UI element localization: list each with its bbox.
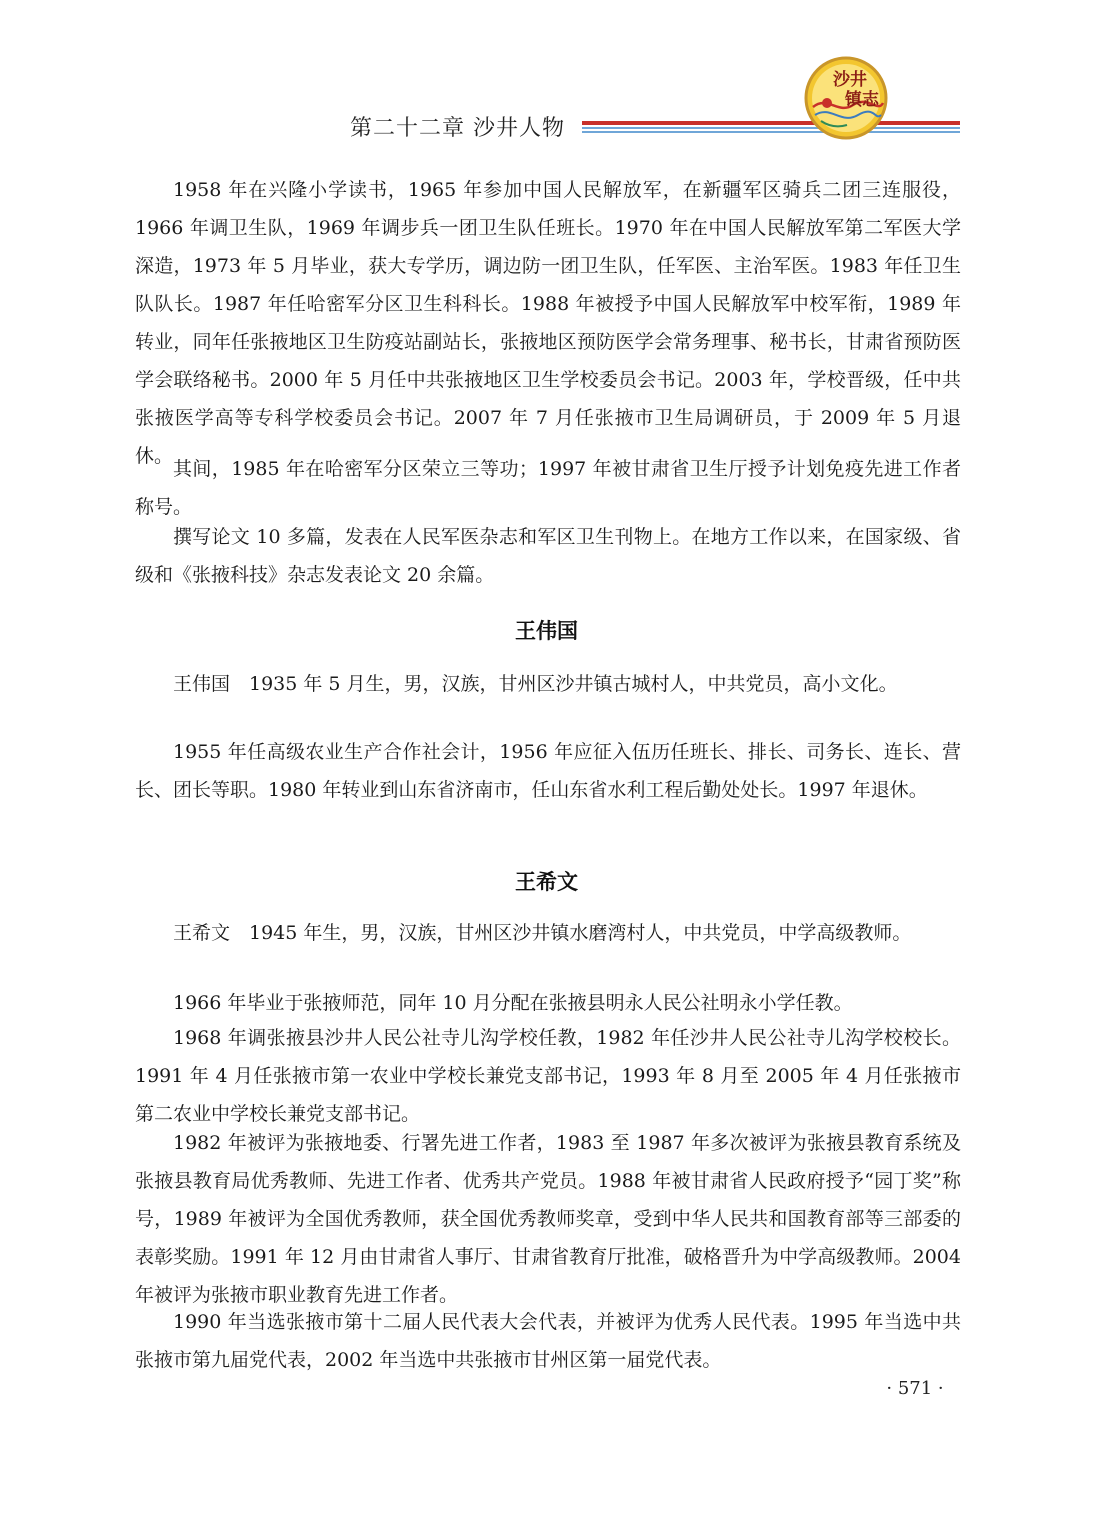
paragraph: 1990 年当选张掖市第十二届人民代表大会代表，并被评为优秀人民代表。1995 年当选中共张掖市第九届党代表，2002 年当选中共张掖市甘州区第一届党代表。 [135, 1311, 961, 1371]
paragraph: 1955 年任高级农业生产合作社会计，1956 年应征入伍历任班长、排长、司务长、连长、营长、团长等职。1980 年转业到山东省济南市，任山东省水利工程后勤处处长。1997 年退休。 [135, 741, 961, 801]
paragraph: 撰写论文 10 多篇，发表在人民军医杂志和军区卫生刊物上。在地方工作以来，在国家级、省级和《张掖科技》杂志发表论文 20 余篇。 [135, 526, 961, 586]
book-emblem [803, 55, 889, 141]
paragraph: 1982 年被评为张掖地委、行署先进工作者，1983 至 1987 年多次被评为张掖县教育系统及张掖县教育局优秀教师、先进工作者、优秀共产党员。1988 年被甘肃省人民政府授予“园丁奖”称号，1989 年被评为全国优秀教师，获全国优秀教师奖章，受到中华人民共和国教育部等三部委的表彰奖励。1991 年 12 月由甘肃省人事厅、甘肃省教育厅批准，破格晋升为中学高级教师。2004 年被评为张掖市职业教育先进工作者。 [135, 1132, 961, 1306]
paragraph: 1966 年毕业于张掖师范，同年 10 月分配在张掖县明永人民公社明永小学任教。 [173, 992, 853, 1014]
section-heading: 王伟国 [515, 619, 578, 643]
paragraph: 1968 年调张掖县沙井人民公社寺儿沟学校任教，1982 年任沙井人民公社寺儿沟学校校长。1991 年 4 月任张掖市第一农业中学校长兼党支部书记，1993 年 8 月至 2005 年 4 月任张掖市第二农业中学校长兼党支部书记。 [135, 1027, 961, 1125]
emblem-text-line1: 沙井 [833, 70, 867, 90]
header-rule-blue [582, 127, 960, 129]
emblem-text-line2: 镇志 [845, 90, 879, 110]
paragraph: 王伟国 1935 年 5 月生，男，汉族，甘州区沙井镇古城村人，中共党员，高小文化。 [173, 673, 898, 695]
header-rule-blue-second [582, 131, 960, 133]
paragraph: 王希文 1945 年生，男，汉族，甘州区沙井镇水磨湾村人，中共党员，中学高级教师。 [173, 922, 912, 944]
section-heading: 王希文 [515, 870, 578, 894]
paragraph: 1958 年在兴隆小学读书，1965 年参加中国人民解放军，在新疆军区骑兵二团三连服役，1966 年调卫生队，1969 年调步兵一团卫生队任班长。1970 年在中国人民解放军第二军医大学深造，1973 年 5 月毕业，获大专学历，调边防一团卫生队，任军医、主治军医。1983 年任卫生队队长。1987 年任哈密军分区卫生科科长。1988 年被授予中国人民解放军中校军衔，1989 年转业，同年任张掖地区卫生防疫站副站长，张掖地区预防医学会常务理事、秘书长，甘肃省预防医学会联络秘书。2000 年 5 月任中共张掖地区卫生学校委员会书记。2003 年，学校晋级，任中共张掖医学高等专科学校委员会书记。2007 年 7 月任张掖市卫生局调研员，于 2009 年 5 月退休。 [135, 179, 961, 467]
chapter-header: 第二十二章 沙井人物 [350, 116, 565, 141]
page-number: · 571 · [886, 1378, 944, 1399]
header-rule-red [582, 121, 960, 125]
paragraph: 其间，1985 年在哈密军分区荣立三等功；1997 年被甘肃省卫生厅授予计划免疫先进工作者称号。 [135, 458, 961, 518]
